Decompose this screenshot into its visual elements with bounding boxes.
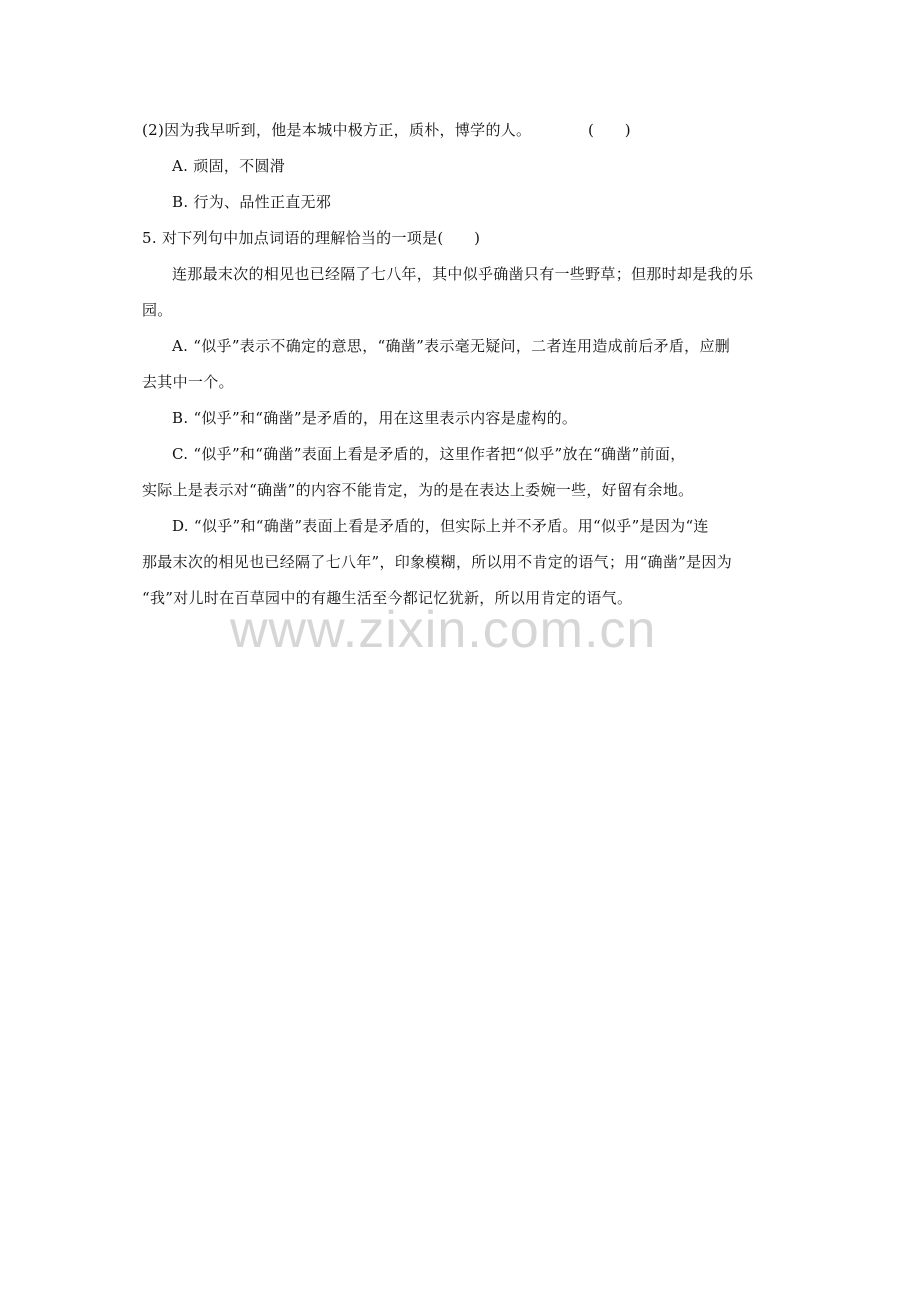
question-2-stem: (2)因为我早听到，他是本城中极方正，质朴，博学的人。 bbox=[142, 121, 532, 139]
question-5-option-a-line-2: 去其中一个。 bbox=[142, 373, 234, 391]
question-5-option-c-line-1: C. “似乎”和“确凿”表面上看是矛盾的，这里作者把“似乎”放在“确凿”前面， bbox=[172, 445, 686, 463]
answer-bracket: ( ) bbox=[588, 121, 631, 139]
question-5-passage-line-1: 连那最末次的相见也已经隔了七八年，其中似乎确凿只有一些野草；但那时却是我的乐 bbox=[172, 265, 754, 283]
question-5-option-b: B. “似乎”和“确凿”是矛盾的，用在这里表示内容是虚构的。 bbox=[172, 409, 578, 427]
question-5-stem: 5. 对下列句中加点词语的理解恰当的一项是( ) bbox=[142, 229, 481, 247]
question-5-option-c-line-2: 实际上是表示对“确凿”的内容不能肯定，为的是在表达上委婉一些，好留有余地。 bbox=[142, 481, 694, 499]
question-5-option-a-line-1: A. “似乎”表示不确定的意思，“确凿”表示毫无疑问，二者连用造成前后矛盾，应删 bbox=[172, 337, 731, 355]
question-5-option-d-line-2: 那最末次的相见也已经隔了七八年”，印象模糊，所以用不肯定的语气；用“确凿”是因为 bbox=[142, 553, 733, 571]
question-2-option-b: B. 行为、品性正直无邪 bbox=[172, 193, 332, 211]
watermark: www.zixin.com.cn bbox=[230, 601, 657, 659]
question-5-option-d-line-1: D. “似乎”和“确凿”表面上看是矛盾的，但实际上并不矛盾。用“似乎”是因为“连 bbox=[172, 517, 709, 535]
question-5-passage-line-2: 园。 bbox=[142, 301, 173, 319]
question-5-option-d-line-3: “我”对儿时在百草园中的有趣生活至今都记忆犹新，所以用肯定的语气。 bbox=[142, 589, 633, 607]
question-2-option-a: A. 顽固，不圆滑 bbox=[172, 157, 286, 175]
